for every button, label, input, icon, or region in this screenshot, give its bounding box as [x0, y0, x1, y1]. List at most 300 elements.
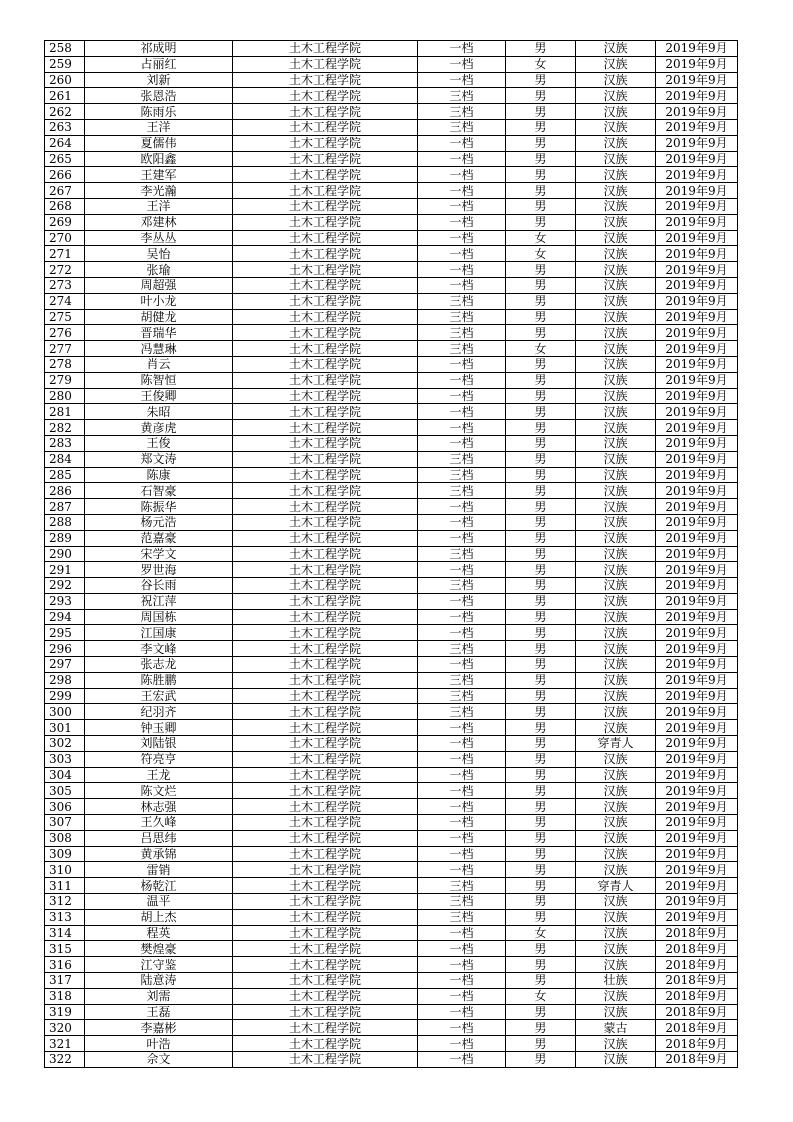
row-number-cell: 275	[45, 309, 85, 325]
grade-level-cell: 三档	[418, 119, 506, 135]
grade-level-cell: 一档	[418, 799, 506, 815]
name-cell: 晋瑞华	[85, 325, 233, 341]
grade-level-cell: 三档	[418, 293, 506, 309]
college-cell: 土木工程学院	[233, 1052, 418, 1068]
college-cell: 土木工程学院	[233, 973, 418, 989]
grade-level-cell: 三档	[418, 309, 506, 325]
enrollment-date-cell: 2018年9月	[656, 1052, 738, 1068]
name-cell: 王洋	[85, 198, 233, 214]
table-row	[45, 894, 738, 910]
enrollment-date-cell: 2019年9月	[656, 135, 738, 151]
name-cell: 王龙	[85, 767, 233, 783]
table-row	[45, 198, 738, 214]
row-number-cell: 277	[45, 341, 85, 357]
name-cell: 叶小龙	[85, 293, 233, 309]
ethnicity-cell: 汉族	[576, 214, 656, 230]
college-cell: 土木工程学院	[233, 309, 418, 325]
enrollment-date-cell: 2019年9月	[656, 815, 738, 831]
table-row	[45, 262, 738, 278]
name-cell: 占丽红	[85, 56, 233, 72]
gender-cell: 男	[506, 846, 576, 862]
row-number-cell: 270	[45, 230, 85, 246]
grade-level-cell: 一档	[418, 41, 506, 57]
enrollment-date-cell: 2019年9月	[656, 467, 738, 483]
grade-level-cell: 一档	[418, 56, 506, 72]
name-cell: 陈文烂	[85, 783, 233, 799]
table-row	[45, 404, 738, 420]
row-number-cell: 299	[45, 688, 85, 704]
gender-cell: 男	[506, 672, 576, 688]
college-cell: 土木工程学院	[233, 151, 418, 167]
enrollment-date-cell: 2019年9月	[656, 657, 738, 673]
name-cell: 李光瀚	[85, 183, 233, 199]
row-number-cell: 278	[45, 356, 85, 372]
enrollment-date-cell: 2019年9月	[656, 688, 738, 704]
college-cell: 土木工程学院	[233, 688, 418, 704]
gender-cell: 男	[506, 1004, 576, 1020]
enrollment-date-cell: 2019年9月	[656, 562, 738, 578]
gender-cell: 男	[506, 483, 576, 499]
enrollment-date-cell: 2018年9月	[656, 1004, 738, 1020]
table-row	[45, 230, 738, 246]
gender-cell: 男	[506, 783, 576, 799]
gender-cell: 男	[506, 625, 576, 641]
table-row	[45, 104, 738, 120]
table-row	[45, 562, 738, 578]
grade-level-cell: 一档	[418, 973, 506, 989]
grade-level-cell: 一档	[418, 214, 506, 230]
table-row	[45, 1004, 738, 1020]
table-row	[45, 388, 738, 404]
ethnicity-cell: 穿青人	[576, 878, 656, 894]
row-number-cell: 273	[45, 277, 85, 293]
college-cell: 土木工程学院	[233, 894, 418, 910]
table-row	[45, 578, 738, 594]
college-cell: 土木工程学院	[233, 467, 418, 483]
college-cell: 土木工程学院	[233, 641, 418, 657]
table-row	[45, 246, 738, 262]
grade-level-cell: 一档	[418, 530, 506, 546]
grade-level-cell: 一档	[418, 356, 506, 372]
gender-cell: 男	[506, 546, 576, 562]
gender-cell: 男	[506, 909, 576, 925]
gender-cell: 男	[506, 767, 576, 783]
grade-level-cell: 三档	[418, 483, 506, 499]
ethnicity-cell: 汉族	[576, 625, 656, 641]
enrollment-date-cell: 2019年9月	[656, 119, 738, 135]
gender-cell: 女	[506, 925, 576, 941]
grade-level-cell: 一档	[418, 562, 506, 578]
ethnicity-cell: 汉族	[576, 846, 656, 862]
row-number-cell: 289	[45, 530, 85, 546]
college-cell: 土木工程学院	[233, 72, 418, 88]
college-cell: 土木工程学院	[233, 325, 418, 341]
table-row	[45, 799, 738, 815]
gender-cell: 男	[506, 420, 576, 436]
ethnicity-cell: 汉族	[576, 467, 656, 483]
gender-cell: 女	[506, 246, 576, 262]
ethnicity-cell: 汉族	[576, 293, 656, 309]
enrollment-date-cell: 2019年9月	[656, 372, 738, 388]
name-cell: 祝江萍	[85, 593, 233, 609]
enrollment-date-cell: 2019年9月	[656, 230, 738, 246]
name-cell: 陈雨乐	[85, 104, 233, 120]
gender-cell: 男	[506, 1036, 576, 1052]
gender-cell: 男	[506, 277, 576, 293]
gender-cell: 男	[506, 878, 576, 894]
table-row	[45, 704, 738, 720]
grade-level-cell: 一档	[418, 830, 506, 846]
table-row	[45, 372, 738, 388]
name-cell: 陆意涛	[85, 973, 233, 989]
gender-cell: 女	[506, 341, 576, 357]
table-row	[45, 151, 738, 167]
row-number-cell: 258	[45, 41, 85, 57]
name-cell: 王洋	[85, 119, 233, 135]
row-number-cell: 319	[45, 1004, 85, 1020]
grade-level-cell: 一档	[418, 230, 506, 246]
enrollment-date-cell: 2019年9月	[656, 514, 738, 530]
college-cell: 土木工程学院	[233, 704, 418, 720]
gender-cell: 男	[506, 499, 576, 515]
ethnicity-cell: 汉族	[576, 546, 656, 562]
ethnicity-cell: 汉族	[576, 815, 656, 831]
table-row	[45, 451, 738, 467]
row-number-cell: 288	[45, 514, 85, 530]
college-cell: 土木工程学院	[233, 183, 418, 199]
grade-level-cell: 三档	[418, 704, 506, 720]
ethnicity-cell: 汉族	[576, 499, 656, 515]
name-cell: 江守鉴	[85, 957, 233, 973]
table-row	[45, 325, 738, 341]
grade-level-cell: 三档	[418, 546, 506, 562]
gender-cell: 男	[506, 1020, 576, 1036]
gender-cell: 男	[506, 388, 576, 404]
ethnicity-cell: 汉族	[576, 420, 656, 436]
ethnicity-cell: 汉族	[576, 230, 656, 246]
table-row	[45, 973, 738, 989]
enrollment-date-cell: 2019年9月	[656, 404, 738, 420]
gender-cell: 男	[506, 799, 576, 815]
grade-level-cell: 三档	[418, 341, 506, 357]
ethnicity-cell: 汉族	[576, 483, 656, 499]
college-cell: 土木工程学院	[233, 751, 418, 767]
enrollment-date-cell: 2019年9月	[656, 530, 738, 546]
grade-level-cell: 一档	[418, 609, 506, 625]
gender-cell: 男	[506, 751, 576, 767]
ethnicity-cell: 汉族	[576, 672, 656, 688]
row-number-cell: 276	[45, 325, 85, 341]
table-row	[45, 941, 738, 957]
gender-cell: 男	[506, 467, 576, 483]
gender-cell: 女	[506, 56, 576, 72]
name-cell: 罗世海	[85, 562, 233, 578]
table-row	[45, 720, 738, 736]
ethnicity-cell: 汉族	[576, 925, 656, 941]
name-cell: 王建军	[85, 167, 233, 183]
gender-cell: 男	[506, 578, 576, 594]
name-cell: 周国栋	[85, 609, 233, 625]
name-cell: 杨乾江	[85, 878, 233, 894]
grade-level-cell: 一档	[418, 404, 506, 420]
row-number-cell: 285	[45, 467, 85, 483]
enrollment-date-cell: 2019年9月	[656, 214, 738, 230]
college-cell: 土木工程学院	[233, 262, 418, 278]
gender-cell: 男	[506, 688, 576, 704]
name-cell: 黄彦虎	[85, 420, 233, 436]
college-cell: 土木工程学院	[233, 988, 418, 1004]
row-number-cell: 293	[45, 593, 85, 609]
college-cell: 土木工程学院	[233, 546, 418, 562]
name-cell: 宋学文	[85, 546, 233, 562]
table-row	[45, 641, 738, 657]
row-number-cell: 300	[45, 704, 85, 720]
college-cell: 土木工程学院	[233, 356, 418, 372]
name-cell: 李文峰	[85, 641, 233, 657]
row-number-cell: 306	[45, 799, 85, 815]
gender-cell: 男	[506, 325, 576, 341]
gender-cell: 男	[506, 262, 576, 278]
enrollment-date-cell: 2019年9月	[656, 578, 738, 594]
enrollment-date-cell: 2019年9月	[656, 862, 738, 878]
ethnicity-cell: 汉族	[576, 894, 656, 910]
grade-level-cell: 一档	[418, 720, 506, 736]
enrollment-date-cell: 2019年9月	[656, 641, 738, 657]
grade-level-cell: 一档	[418, 862, 506, 878]
grade-level-cell: 三档	[418, 325, 506, 341]
enrollment-date-cell: 2019年9月	[656, 88, 738, 104]
ethnicity-cell: 壮族	[576, 973, 656, 989]
name-cell: 纪羽齐	[85, 704, 233, 720]
table-row	[45, 483, 738, 499]
grade-level-cell: 一档	[418, 593, 506, 609]
row-number-cell: 272	[45, 262, 85, 278]
row-number-cell: 265	[45, 151, 85, 167]
enrollment-date-cell: 2019年9月	[656, 499, 738, 515]
ethnicity-cell: 汉族	[576, 578, 656, 594]
enrollment-date-cell: 2019年9月	[656, 799, 738, 815]
ethnicity-cell: 汉族	[576, 277, 656, 293]
college-cell: 土木工程学院	[233, 388, 418, 404]
name-cell: 符亮亨	[85, 751, 233, 767]
table-row	[45, 751, 738, 767]
college-cell: 土木工程学院	[233, 88, 418, 104]
enrollment-date-cell: 2018年9月	[656, 988, 738, 1004]
ethnicity-cell: 汉族	[576, 909, 656, 925]
gender-cell: 男	[506, 815, 576, 831]
grade-level-cell: 一档	[418, 499, 506, 515]
name-cell: 刘需	[85, 988, 233, 1004]
row-number-cell: 286	[45, 483, 85, 499]
row-number-cell: 266	[45, 167, 85, 183]
table-row	[45, 593, 738, 609]
ethnicity-cell: 汉族	[576, 104, 656, 120]
name-cell: 江国康	[85, 625, 233, 641]
name-cell: 胡上杰	[85, 909, 233, 925]
name-cell: 王久峰	[85, 815, 233, 831]
ethnicity-cell: 汉族	[576, 88, 656, 104]
college-cell: 土木工程学院	[233, 514, 418, 530]
college-cell: 土木工程学院	[233, 56, 418, 72]
name-cell: 欧阳鑫	[85, 151, 233, 167]
ethnicity-cell: 蒙古	[576, 1020, 656, 1036]
gender-cell: 男	[506, 530, 576, 546]
row-number-cell: 263	[45, 119, 85, 135]
ethnicity-cell: 汉族	[576, 957, 656, 973]
row-number-cell: 261	[45, 88, 85, 104]
ethnicity-cell: 汉族	[576, 388, 656, 404]
ethnicity-cell: 汉族	[576, 404, 656, 420]
table-row	[45, 135, 738, 151]
ethnicity-cell: 汉族	[576, 41, 656, 57]
ethnicity-cell: 汉族	[576, 720, 656, 736]
table-row	[45, 988, 738, 1004]
gender-cell: 男	[506, 451, 576, 467]
name-cell: 王宏武	[85, 688, 233, 704]
enrollment-date-cell: 2019年9月	[656, 356, 738, 372]
enrollment-date-cell: 2019年9月	[656, 420, 738, 436]
table-row	[45, 909, 738, 925]
row-number-cell: 279	[45, 372, 85, 388]
gender-cell: 男	[506, 151, 576, 167]
enrollment-date-cell: 2018年9月	[656, 957, 738, 973]
gender-cell: 男	[506, 720, 576, 736]
table-row	[45, 783, 738, 799]
table-row	[45, 862, 738, 878]
row-number-cell: 298	[45, 672, 85, 688]
table-row	[45, 672, 738, 688]
row-number-cell: 318	[45, 988, 85, 1004]
row-number-cell: 309	[45, 846, 85, 862]
grade-level-cell: 一档	[418, 514, 506, 530]
ethnicity-cell: 汉族	[576, 56, 656, 72]
ethnicity-cell: 汉族	[576, 799, 656, 815]
ethnicity-cell: 汉族	[576, 593, 656, 609]
grade-level-cell: 三档	[418, 641, 506, 657]
row-number-cell: 291	[45, 562, 85, 578]
ethnicity-cell: 汉族	[576, 262, 656, 278]
college-cell: 土木工程学院	[233, 1020, 418, 1036]
name-cell: 叶浩	[85, 1036, 233, 1052]
row-number-cell: 307	[45, 815, 85, 831]
name-cell: 周超强	[85, 277, 233, 293]
name-cell: 温平	[85, 894, 233, 910]
enrollment-date-cell: 2019年9月	[656, 704, 738, 720]
ethnicity-cell: 汉族	[576, 751, 656, 767]
grade-level-cell: 一档	[418, 435, 506, 451]
enrollment-date-cell: 2019年9月	[656, 483, 738, 499]
table-row	[45, 846, 738, 862]
enrollment-date-cell: 2019年9月	[656, 720, 738, 736]
name-cell: 张恩浩	[85, 88, 233, 104]
row-number-cell: 304	[45, 767, 85, 783]
ethnicity-cell: 汉族	[576, 372, 656, 388]
enrollment-date-cell: 2019年9月	[656, 293, 738, 309]
ethnicity-cell: 汉族	[576, 562, 656, 578]
college-cell: 土木工程学院	[233, 483, 418, 499]
enrollment-date-cell: 2018年9月	[656, 1020, 738, 1036]
grade-level-cell: 一档	[418, 198, 506, 214]
college-cell: 土木工程学院	[233, 230, 418, 246]
ethnicity-cell: 汉族	[576, 641, 656, 657]
row-number-cell: 296	[45, 641, 85, 657]
row-number-cell: 317	[45, 973, 85, 989]
ethnicity-cell: 汉族	[576, 783, 656, 799]
college-cell: 土木工程学院	[233, 41, 418, 57]
ethnicity-cell: 汉族	[576, 657, 656, 673]
gender-cell: 男	[506, 88, 576, 104]
name-cell: 张志龙	[85, 657, 233, 673]
college-cell: 土木工程学院	[233, 277, 418, 293]
grade-level-cell: 一档	[418, 925, 506, 941]
college-cell: 土木工程学院	[233, 246, 418, 262]
grade-level-cell: 三档	[418, 894, 506, 910]
college-cell: 土木工程学院	[233, 435, 418, 451]
grade-level-cell: 一档	[418, 846, 506, 862]
gender-cell: 男	[506, 72, 576, 88]
enrollment-date-cell: 2019年9月	[656, 751, 738, 767]
table-row	[45, 688, 738, 704]
grade-level-cell: 一档	[418, 783, 506, 799]
grade-level-cell: 一档	[418, 751, 506, 767]
enrollment-date-cell: 2019年9月	[656, 767, 738, 783]
table-row	[45, 119, 738, 135]
enrollment-date-cell: 2019年9月	[656, 878, 738, 894]
enrollment-date-cell: 2019年9月	[656, 246, 738, 262]
ethnicity-cell: 汉族	[576, 941, 656, 957]
row-number-cell: 262	[45, 104, 85, 120]
college-cell: 土木工程学院	[233, 104, 418, 120]
ethnicity-cell: 汉族	[576, 514, 656, 530]
table-row	[45, 609, 738, 625]
enrollment-date-cell: 2019年9月	[656, 262, 738, 278]
grade-level-cell: 一档	[418, 151, 506, 167]
ethnicity-cell: 汉族	[576, 1004, 656, 1020]
name-cell: 范嘉豪	[85, 530, 233, 546]
table-row	[45, 41, 738, 57]
row-number-cell: 259	[45, 56, 85, 72]
ethnicity-cell: 汉族	[576, 1052, 656, 1068]
row-number-cell: 311	[45, 878, 85, 894]
row-number-cell: 269	[45, 214, 85, 230]
college-cell: 土木工程学院	[233, 499, 418, 515]
grade-level-cell: 一档	[418, 183, 506, 199]
name-cell: 王俊卿	[85, 388, 233, 404]
enrollment-date-cell: 2019年9月	[656, 41, 738, 57]
table-row	[45, 514, 738, 530]
grade-level-cell: 三档	[418, 451, 506, 467]
grade-level-cell: 三档	[418, 672, 506, 688]
name-cell: 李嘉彬	[85, 1020, 233, 1036]
row-number-cell: 287	[45, 499, 85, 515]
table-row	[45, 56, 738, 72]
grade-level-cell: 三档	[418, 578, 506, 594]
college-cell: 土木工程学院	[233, 862, 418, 878]
college-cell: 土木工程学院	[233, 1036, 418, 1052]
college-cell: 土木工程学院	[233, 404, 418, 420]
grade-level-cell: 一档	[418, 1004, 506, 1020]
enrollment-date-cell: 2018年9月	[656, 925, 738, 941]
enrollment-date-cell: 2019年9月	[656, 783, 738, 799]
table-row	[45, 420, 738, 436]
gender-cell: 男	[506, 104, 576, 120]
college-cell: 土木工程学院	[233, 672, 418, 688]
ethnicity-cell: 汉族	[576, 862, 656, 878]
grade-level-cell: 一档	[418, 167, 506, 183]
row-number-cell: 297	[45, 657, 85, 673]
enrollment-date-cell: 2018年9月	[656, 1036, 738, 1052]
ethnicity-cell: 汉族	[576, 325, 656, 341]
